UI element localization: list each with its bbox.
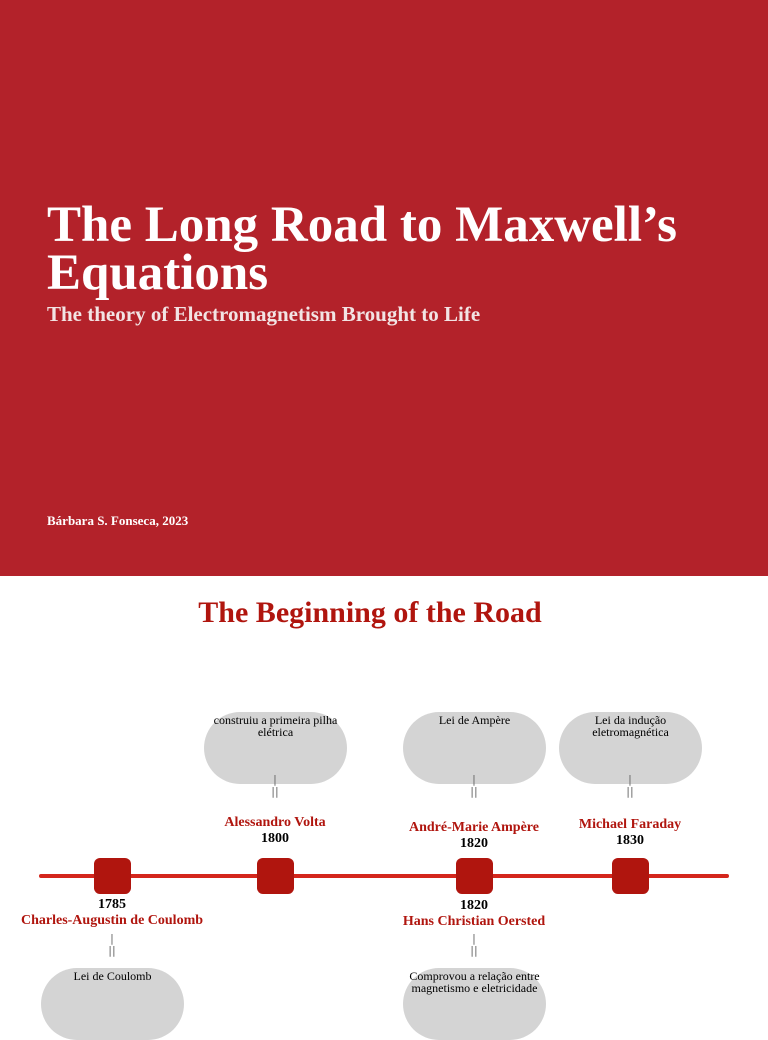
connector: | || <box>470 932 478 957</box>
description-text: Lei de Coulomb <box>73 969 152 983</box>
timeline-slide <box>0 576 768 1024</box>
presentation-title: The Long Road to Maxwell’s Equations <box>47 197 677 301</box>
description-bubble-oersted <box>403 968 546 1040</box>
description-text: Lei de Ampère <box>438 713 511 727</box>
person-name-ampere: André-Marie Ampère <box>409 820 539 835</box>
author-line: Bárbara S. Fonseca, 2023 <box>47 513 189 528</box>
presentation-subtitle: The theory of Electromagnetism Brought to Life <box>47 302 481 326</box>
timeline-marker-coulomb <box>94 858 131 894</box>
person-name-oersted: Hans Christian Oersted <box>402 914 546 929</box>
person-name-coulomb: Charles-Augustin de Coulomb <box>20 913 204 928</box>
connector: | || <box>470 773 478 798</box>
year-coulomb: 1785 <box>98 897 126 912</box>
year-ampere: 1820 <box>460 836 488 851</box>
year-faraday: 1830 <box>616 833 644 848</box>
description-text: construiu a primeira pilha elétrica <box>213 713 338 739</box>
description-text: Comprovou a relação entre magnetismo e eletricidade <box>409 969 540 995</box>
timeline-marker-1820 <box>456 858 493 894</box>
year-volta: 1800 <box>261 831 289 846</box>
description-text: Lei da indução eletromagnética <box>592 713 669 739</box>
connector: | || <box>271 773 279 798</box>
connector: | || <box>108 932 116 957</box>
slide-title: The Beginning of the Road <box>198 596 542 629</box>
person-name-faraday: Michael Faraday <box>578 817 682 832</box>
description-bubble-coulomb <box>41 968 184 1040</box>
timeline-marker-faraday <box>612 858 649 894</box>
person-name-volta: Alessandro Volta <box>224 815 326 830</box>
timeline-marker-volta <box>257 858 294 894</box>
year-oersted: 1820 <box>460 898 488 913</box>
connector: | || <box>626 773 634 798</box>
